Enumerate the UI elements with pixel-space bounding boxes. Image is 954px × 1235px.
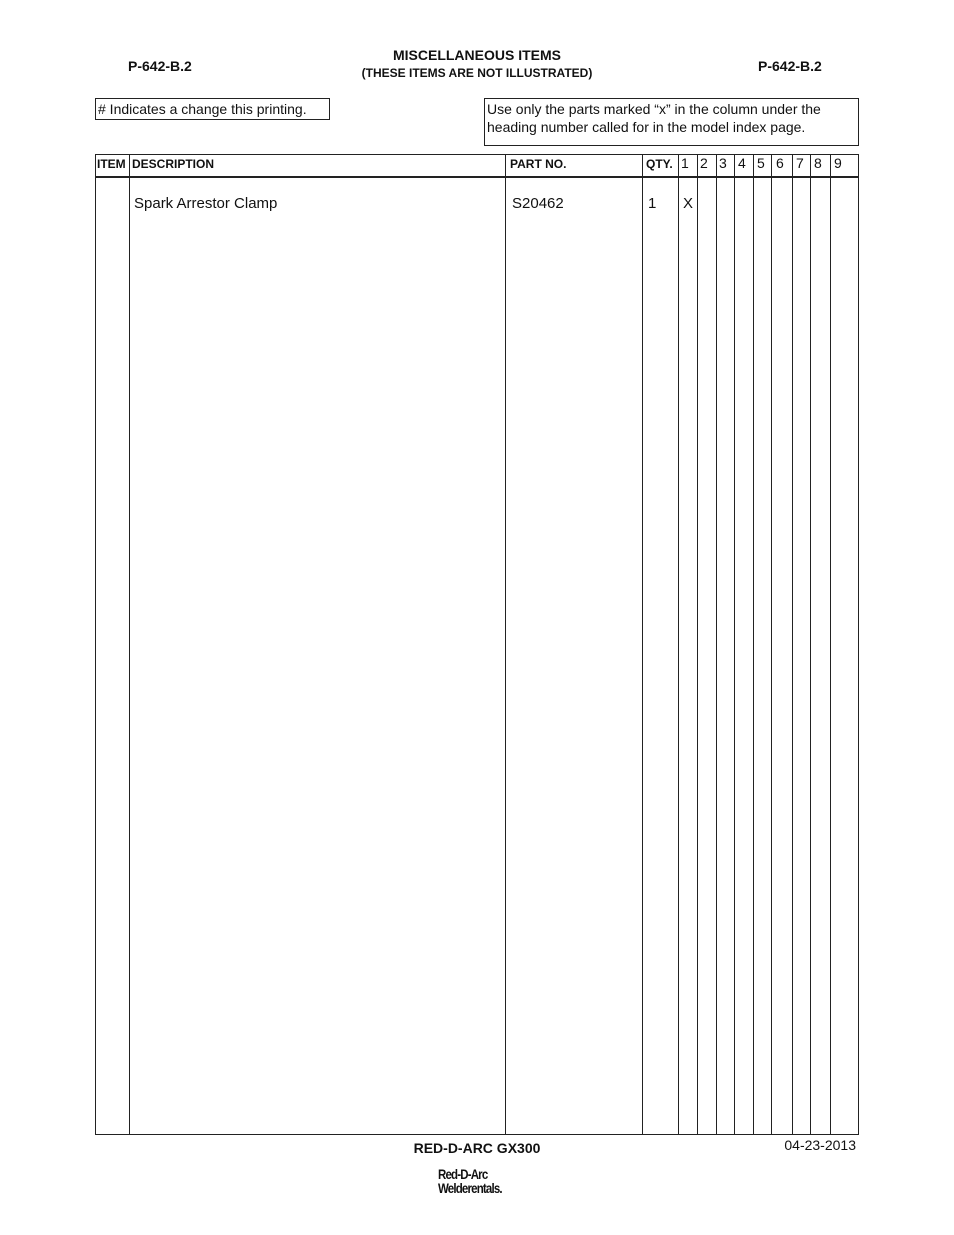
column-header-part-no: PART NO. [510, 157, 567, 171]
column-divider [734, 155, 735, 1134]
column-header-model-3: 3 [719, 155, 727, 171]
column-header-model-6: 6 [776, 155, 784, 171]
column-divider [129, 155, 130, 1134]
column-divider [642, 155, 643, 1134]
logo-line-2: Welderentals. [438, 1180, 502, 1196]
column-header-model-5: 5 [757, 155, 765, 171]
column-divider [810, 155, 811, 1134]
column-divider [716, 155, 717, 1134]
logo-line-1: Red-D-Arc [438, 1166, 488, 1182]
column-header-model-8: 8 [814, 155, 822, 171]
column-divider [830, 155, 831, 1134]
column-header-model-4: 4 [738, 155, 746, 171]
page-subtitle: (THESE ITEMS ARE NOT ILLUSTRATED) [361, 66, 593, 80]
column-header-model-1: 1 [681, 155, 689, 171]
page-title: MISCELLANEOUS ITEMS [392, 47, 561, 63]
parts-table [95, 154, 859, 1135]
usage-note: Use only the parts marked “x” in the column under the heading number called for in the model index page. [484, 98, 859, 146]
column-header-model-2: 2 [700, 155, 708, 171]
column-header-qty: QTY. [646, 157, 673, 171]
change-note: # Indicates a change this printing. [95, 98, 330, 120]
company-logo [438, 1167, 528, 1195]
column-divider [792, 155, 793, 1134]
column-divider [771, 155, 772, 1134]
row-qty: 1 [648, 195, 657, 212]
page-code-left: P-642-B.2 [128, 58, 192, 74]
column-divider [697, 155, 698, 1134]
column-header-item: ITEM [97, 157, 126, 171]
row-part-no: S20462 [512, 195, 564, 212]
column-header-model-7: 7 [796, 155, 804, 171]
row-description: Spark Arrestor Clamp [134, 195, 278, 212]
row-mark-model-1: X [683, 195, 694, 212]
header-rule [96, 176, 858, 178]
print-date: 04-23-2013 [784, 1137, 856, 1153]
column-header-description: DESCRIPTION [132, 157, 215, 171]
column-divider [753, 155, 754, 1134]
page-code-right: P-642-B.2 [758, 58, 822, 74]
column-divider [505, 155, 506, 1134]
column-header-model-9: 9 [834, 155, 842, 171]
model-name: RED-D-ARC GX300 [413, 1140, 541, 1156]
column-divider [678, 155, 679, 1134]
